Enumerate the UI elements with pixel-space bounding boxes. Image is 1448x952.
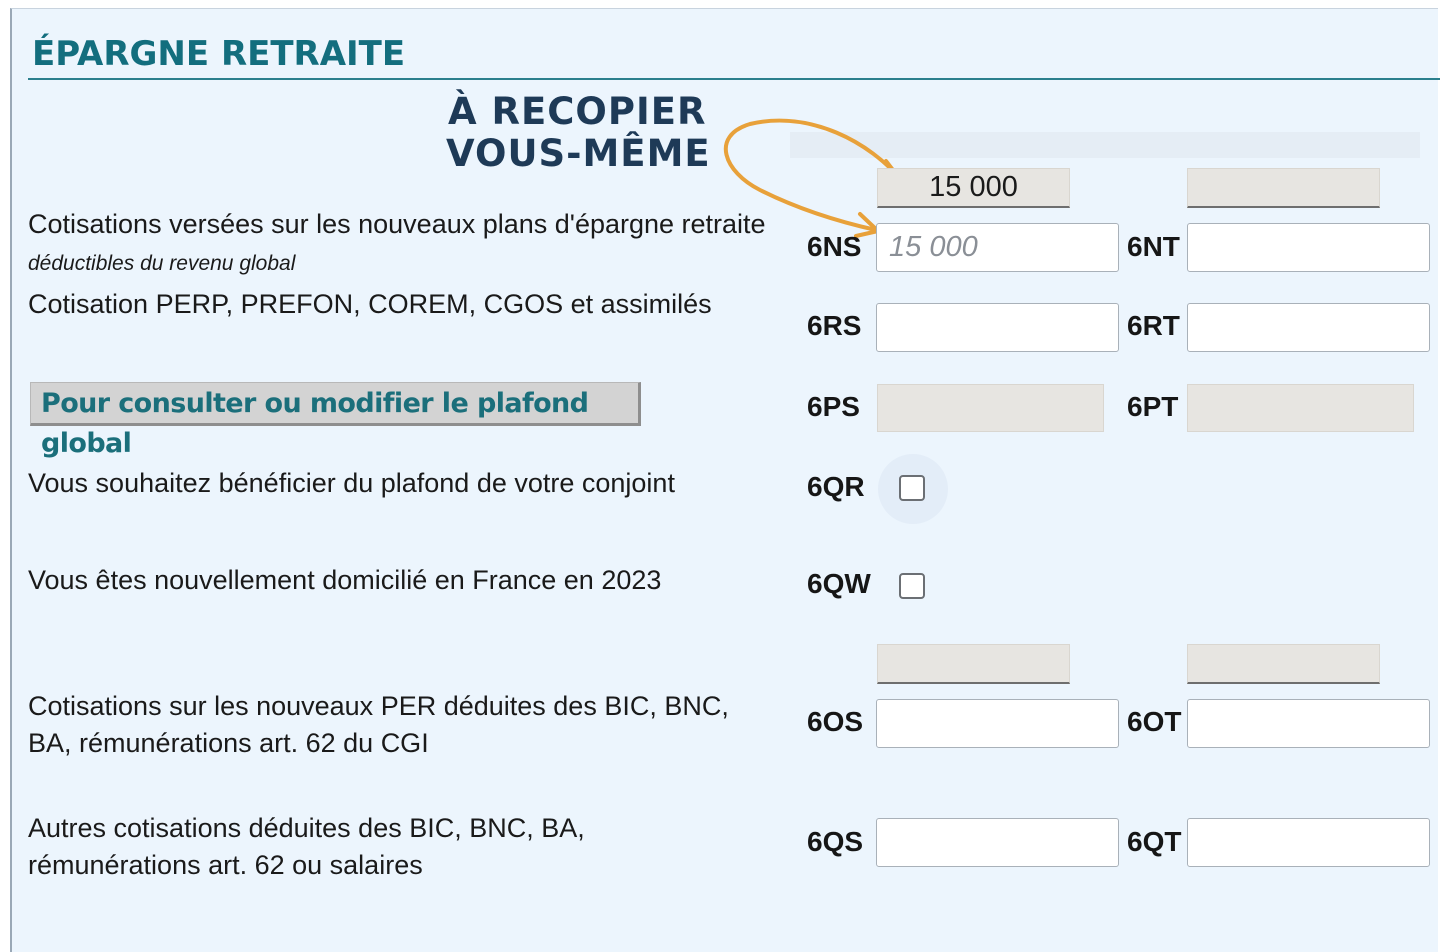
- per-header-box-left: [877, 644, 1070, 684]
- row-label-autres: Autres cotisations déduites des BIC, BNC, BA, rémunérations art. 62 ou salaires: [28, 813, 585, 880]
- code-6qr: 6QR: [807, 471, 865, 502]
- checkbox-6qr[interactable]: [899, 475, 925, 501]
- code-6ot: 6OT: [1127, 706, 1182, 737]
- row-label-per-bic: Cotisations sur les nouveaux PER déduites des BIC, BNC, BA, rémunérations art. 62 du CGI: [28, 691, 729, 758]
- column-header-strip: [790, 132, 1420, 158]
- field-6rt[interactable]: [1187, 303, 1430, 352]
- row-label-conjoint: Vous souhaitez bénéficier du plafond de votre conjoint: [28, 468, 675, 498]
- row-label-suffix: déductibles du revenu global: [28, 252, 296, 275]
- field-6ps: [877, 384, 1104, 432]
- field-6nt[interactable]: [1187, 223, 1430, 272]
- annotation-line2: VOUS-MÊME: [446, 132, 711, 175]
- per-header-box-right: [1187, 644, 1380, 684]
- section-title: ÉPARGNE RETRAITE: [32, 34, 406, 74]
- code-6ns: 6NS: [807, 231, 862, 262]
- code-6rt: 6RT: [1127, 310, 1180, 341]
- field-6qt[interactable]: [1187, 818, 1430, 867]
- code-6nt: 6NT: [1127, 231, 1180, 262]
- checkbox-6qw[interactable]: [899, 573, 925, 599]
- code-6ps: 6PS: [807, 391, 860, 422]
- plafond-value-left: 15 000: [877, 168, 1070, 208]
- row-label-domicilie: Vous êtes nouvellement domicilié en France en 2023: [28, 565, 662, 595]
- code-6qt: 6QT: [1127, 826, 1182, 857]
- code-6rs: 6RS: [807, 310, 862, 341]
- annotation-line1: À RECOPIER: [448, 90, 707, 133]
- code-6qs: 6QS: [807, 826, 864, 857]
- plafond-value-right: [1187, 168, 1380, 208]
- field-6rs[interactable]: [876, 303, 1119, 352]
- code-6pt: 6PT: [1127, 391, 1179, 422]
- code-6os: 6OS: [807, 706, 864, 737]
- code-6qw: 6QW: [807, 568, 871, 599]
- field-6ns[interactable]: [876, 223, 1119, 272]
- field-6os[interactable]: [876, 699, 1119, 748]
- field-6pt: [1187, 384, 1414, 432]
- row-label-nouveaux-plans: [28, 206, 788, 282]
- row-label-text: Cotisations versées sur les nouveaux plans d'épargne retraite: [28, 209, 766, 239]
- field-6ot[interactable]: [1187, 699, 1430, 748]
- row-label-perp: Cotisation PERP, PREFON, COREM, CGOS et assimilés: [28, 289, 712, 319]
- field-6qs[interactable]: [876, 818, 1119, 867]
- plafond-global-button[interactable]: Pour consulter ou modifier le plafond global: [30, 382, 641, 426]
- title-divider: [28, 78, 1440, 80]
